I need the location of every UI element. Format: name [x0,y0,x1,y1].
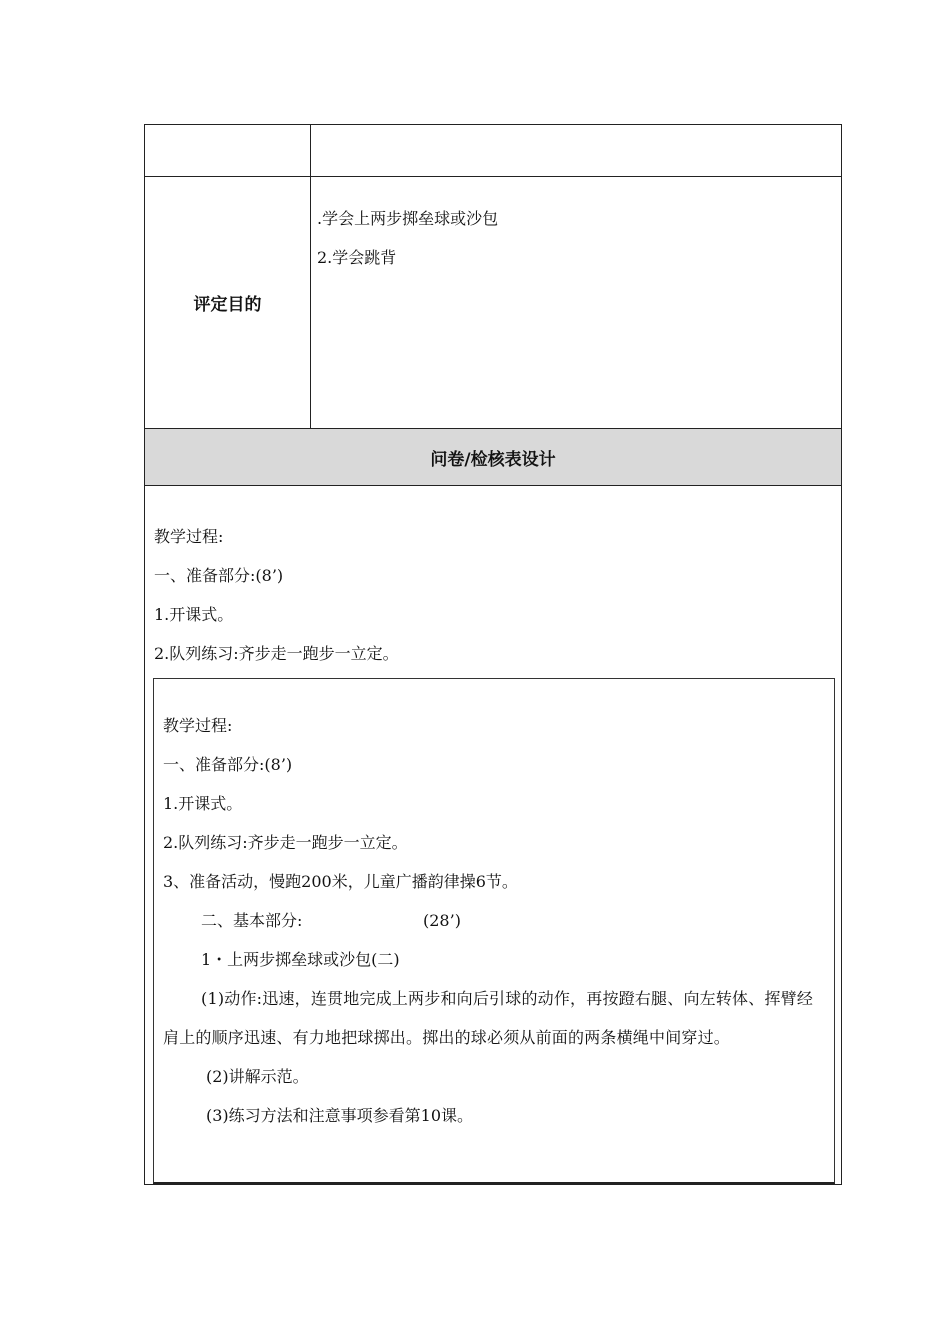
practice-line: (3)练习方法和注意事项参看第10课。 [206,1106,474,1125]
objectives-list [317,199,498,277]
section-header: 问卷/检核表设计 [145,429,841,486]
text-line: 一、准备部分:(8’) [154,566,284,585]
basic-part-label: 二、基本部分: [201,911,303,930]
table-row-empty [145,125,841,177]
text-line: 2.队列练习:齐步走一跑步一立定。 [163,833,408,852]
empty-label-cell [145,125,310,176]
text-line: 1.开课式。 [154,605,234,624]
text-line: 3、准备活动，慢跑200米，儿童广播韵律操6节。 [163,872,518,891]
text-line: 教学过程: [154,527,224,546]
inner-process-text [163,706,827,1135]
outer-process-text [154,517,399,673]
text-line: 一、准备部分:(8’) [163,755,293,774]
basic-part-time: (28’) [423,911,461,930]
objectives-row [145,177,841,429]
text-line: 教学过程: [163,716,233,735]
basic-part-line [163,901,827,940]
action-paragraph: (1)动作:迅速，连贯地完成上两步和向后引球的动作，再按蹬右腿、向左转体、挥臂经肩上的顺序迅速、有力地把球掷出。掷出的球必须从前面的两条横绳中间穿过。 [163,989,814,1047]
objective-item: 2.学会跳背 [317,248,397,267]
item-heading: 1・上两步掷垒球或沙包(二) [201,950,400,969]
objectives-label: 评定目的 [193,295,262,315]
explain-line: (2)讲解示范。 [206,1067,309,1086]
objective-item: .学会上两步掷垒球或沙包 [317,209,499,228]
column-divider [310,125,311,429]
text-line: 2.队列练习:齐步走一跑步一立定。 [154,644,399,663]
lesson-plan-table [144,124,842,1185]
inner-text-box [153,678,835,1184]
text-line: 1.开课式。 [163,794,243,813]
